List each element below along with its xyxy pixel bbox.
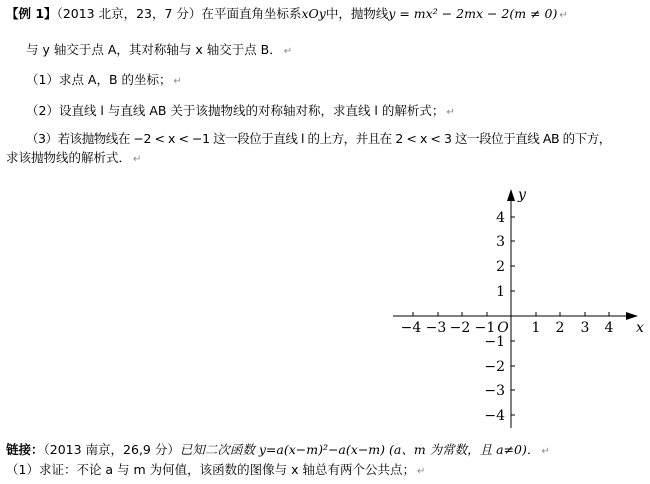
x-tick-label: 4 — [604, 320, 614, 336]
paragraph-mark: ↵ — [541, 446, 550, 457]
link-question-1-line — [6, 462, 425, 480]
example-source: （2013 北京，23，7 分） — [56, 6, 202, 21]
question-2: （2）设直线 l 与直线 AB 关于该抛物线的对称轴对称，求直线 l 的解析式； — [26, 103, 445, 118]
link-label: 链接： — [6, 442, 44, 457]
y-tick-label: −3 — [484, 383, 505, 399]
question-3-part-b: 求该抛物线的解析式． — [6, 150, 132, 165]
link-stem: 已知二次函数 y=a(x−m)²−a(x−m) (a、m 为常数，且 a≠0)． — [179, 442, 540, 457]
link-question-1: （1）求证：不论 a 与 m 为何值，该函数的图像与 x 轴总有两个公共点； — [6, 462, 416, 477]
y-tick-label: 3 — [496, 234, 505, 250]
x-tick-label: 3 — [580, 320, 590, 336]
x-axis-arrow-icon — [626, 312, 638, 320]
y-axis-arrow-icon — [507, 189, 515, 201]
question-1: （1）求点 A，B 的坐标； — [26, 72, 172, 87]
question-3-part-a: （3）若该抛物线在 −2 < x < −1 这一段位于直线 l 的上方，并且在 2 < x < 3 这一段位于直线 AB 的下方， — [26, 131, 611, 146]
example-stem2: 与 y 轴交于点 A，其对称轴与 x 轴交于点 B． — [26, 42, 282, 57]
example-stem-a: 在平面直角坐标系 — [201, 6, 302, 21]
paragraph-mark: ↵ — [559, 10, 568, 21]
parabola-equation: y = mx² − 2mx − 2(m ≠ 0) — [388, 6, 558, 21]
y-tick-label: 4 — [496, 210, 505, 226]
y-tick-label: −2 — [484, 359, 505, 375]
coord-system: xOy — [301, 6, 326, 21]
x-tick-label: −3 — [425, 320, 447, 336]
y-tick-label: −1 — [484, 334, 505, 350]
link-source: （2013 南京，26,9 分） — [43, 442, 180, 457]
x-tick-label: 2 — [555, 320, 565, 336]
link-line — [6, 442, 550, 460]
x-tick-label: −2 — [449, 320, 471, 336]
paragraph-mark: ↵ — [173, 76, 182, 87]
example-label: 【例 1】 — [6, 6, 57, 21]
x-tick-label: −4 — [400, 320, 422, 336]
origin-label: O — [497, 320, 509, 336]
x-tick-label: 1 — [531, 320, 541, 336]
paragraph-mark: ↵ — [133, 154, 142, 165]
y-axis-label: y — [518, 187, 526, 203]
y-tick-label: 1 — [496, 284, 505, 300]
y-tick-label: −4 — [484, 408, 505, 424]
y-tick-label: 2 — [496, 259, 505, 275]
x-tick-label: −1 — [474, 320, 496, 336]
paragraph-mark: ↵ — [446, 107, 455, 118]
example-stem-b: 中，抛物线 — [325, 6, 389, 21]
paragraph-mark: ↵ — [417, 466, 426, 477]
paragraph-mark: ↵ — [283, 46, 293, 57]
x-axis-label: x — [636, 320, 644, 336]
